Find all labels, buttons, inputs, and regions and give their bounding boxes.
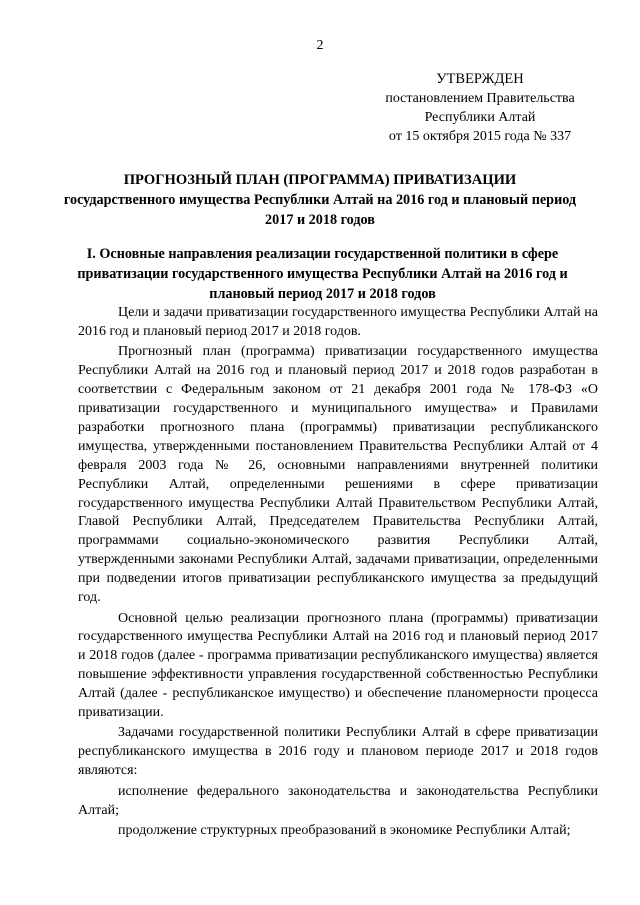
paragraph-basis: Прогнозный план (программа) приватизации государственного имущества Республики Алтай на 2016 год и плановый период 2017 и 2018 годов разработан в соответствии с Федеральным законом от 21 декабря 2001 года № 178-ФЗ «О приватизации государственного и муниципального имущества» и Правилами разработки прогнозного плана (программы) приватизации республиканского имущества, утвержденными постановлением Правительства Республики Алтай от 4 февраля 2003 года № 26, основными направлениями внутренней политики Республики Алтай, определенными решениями в сфере приватизации государственного имущества Республики Алтай Правительством Республики Алтай, Главой Республики Алтай, Председателем Правительства Республики Алтай, программами социально-экономического развития Республики Алтай, утвержденными законами Республики Алтай, задачами приватизации, определенными при подведении итогов приватизации республиканского имущества за предыдущий год.: [78, 344, 598, 606]
title-line-main: ПРОГНОЗНЫЙ ПЛАН (ПРОГРАММА) ПРИВАТИЗАЦИИ: [123, 172, 517, 188]
paragraph-main-goal: Основной целью реализации прогнозного плана (программы) приватизации государственного имущества Республики Алтай на 2016 год и плановый период 2017 и 2018 годов (далее - программа приватизации республиканского имущества) является повышение эффективности управления государственной собственностью Республики Алтай (далее - республиканское имущество) и обеспечение планомерности процесса приватизации.: [78, 610, 598, 721]
list-item-structural: продолжение структурных преобразований в экономике Республики Алтай;: [118, 822, 571, 838]
approval-line-republic: Республики Алтай: [424, 110, 536, 125]
list-item-legislation: исполнение федерального законодательства и законодательства Республики Алтай;: [78, 783, 598, 818]
page-number: 2: [316, 38, 324, 53]
approval-line-resolution: постановлением Правительства: [385, 91, 575, 106]
body-text: [78, 304, 598, 842]
approval-line-approved: УТВЕРЖДЕН: [436, 71, 524, 87]
paragraph-goals: Цели и задачи приватизации государственного имущества Республики Алтай на 2016 год и плановый период 2017 и 2018 годов.: [78, 305, 598, 339]
section-heading: I. Основные направления реализации государственной политики в сфере приватизации государственного имущества Республики Алтай на 2016 год и плановый период 2017 и 2018 годов: [77, 246, 568, 302]
approval-stamp: [360, 70, 600, 146]
paragraph-tasks: Задачами государственной политики Республики Алтай в сфере приватизации республиканского имущества в 2016 году и плановом периоде 2017 и 2018 годов являются:: [78, 725, 598, 779]
document-title: [60, 170, 580, 230]
title-line-subject: государственного имущества Республики Алтай на 2016 год и плановый период 2017 и 2018 годов: [63, 192, 577, 228]
approval-line-date: от 15 октября 2015 года № 337: [388, 129, 572, 144]
